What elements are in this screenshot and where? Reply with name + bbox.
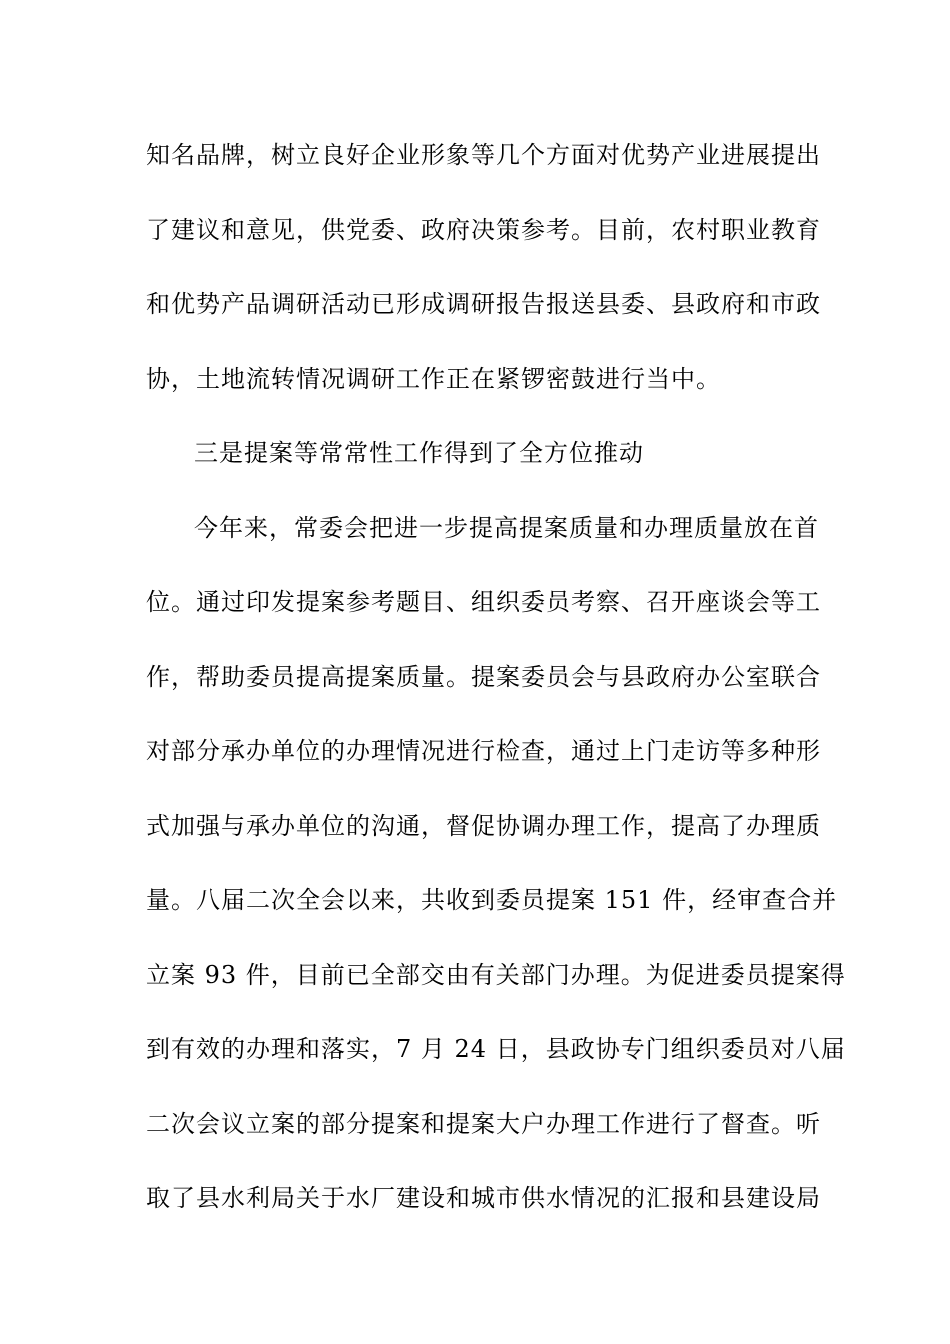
text-line: 今年来，常委会把进一步提高提案质量和办理质量放在首 (194, 513, 819, 542)
text-line: 位。通过印发提案参考题目、组织委员考察、召开座谈会等工 (146, 588, 821, 616)
text-line: 了建议和意见，供党委、政府决策参考。目前，农村职业教育 (146, 215, 821, 244)
text-line: 知名品牌，树立良好企业形象等几个方面对优势产业进展提出 (146, 141, 821, 169)
text-line: 取了县水利局关于水厂建设和城市供水情况的汇报和县建设局 (146, 1184, 821, 1212)
text-line: 对部分承办单位的办理情况进行检查，通过上门走访等多种形 (146, 737, 821, 765)
text-line: 量。八届二次全会以来，共收到委员提案 151 件，经审查合并 (146, 886, 838, 914)
text-line: 二次会议立案的部分提案和提案大户办理工作进行了督查。听 (146, 1109, 821, 1138)
text-line: 作，帮助委员提高提案质量。提案委员会与县政府办公室联合 (146, 662, 821, 691)
section-heading: 三是提案等常常性工作得到了全方位推动 (194, 439, 644, 467)
text-line: 立案 93 件，目前已全部交由有关部门办理。为促进委员提案得 (146, 960, 846, 989)
text-line: 协，土地流转情况调研工作正在紧锣密鼓进行当中。 (146, 364, 721, 393)
text-line: 和优势产品调研活动已形成调研报告报送县委、县政府和市政 (146, 290, 821, 318)
text-line: 式加强与承办单位的沟通，督促协调办理工作，提高了办理质 (146, 811, 821, 840)
text-line: 到有效的办理和落实，7 月 24 日，县政协专门组织委员对八届 (146, 1035, 846, 1063)
body-text (146, 130, 846, 1248)
